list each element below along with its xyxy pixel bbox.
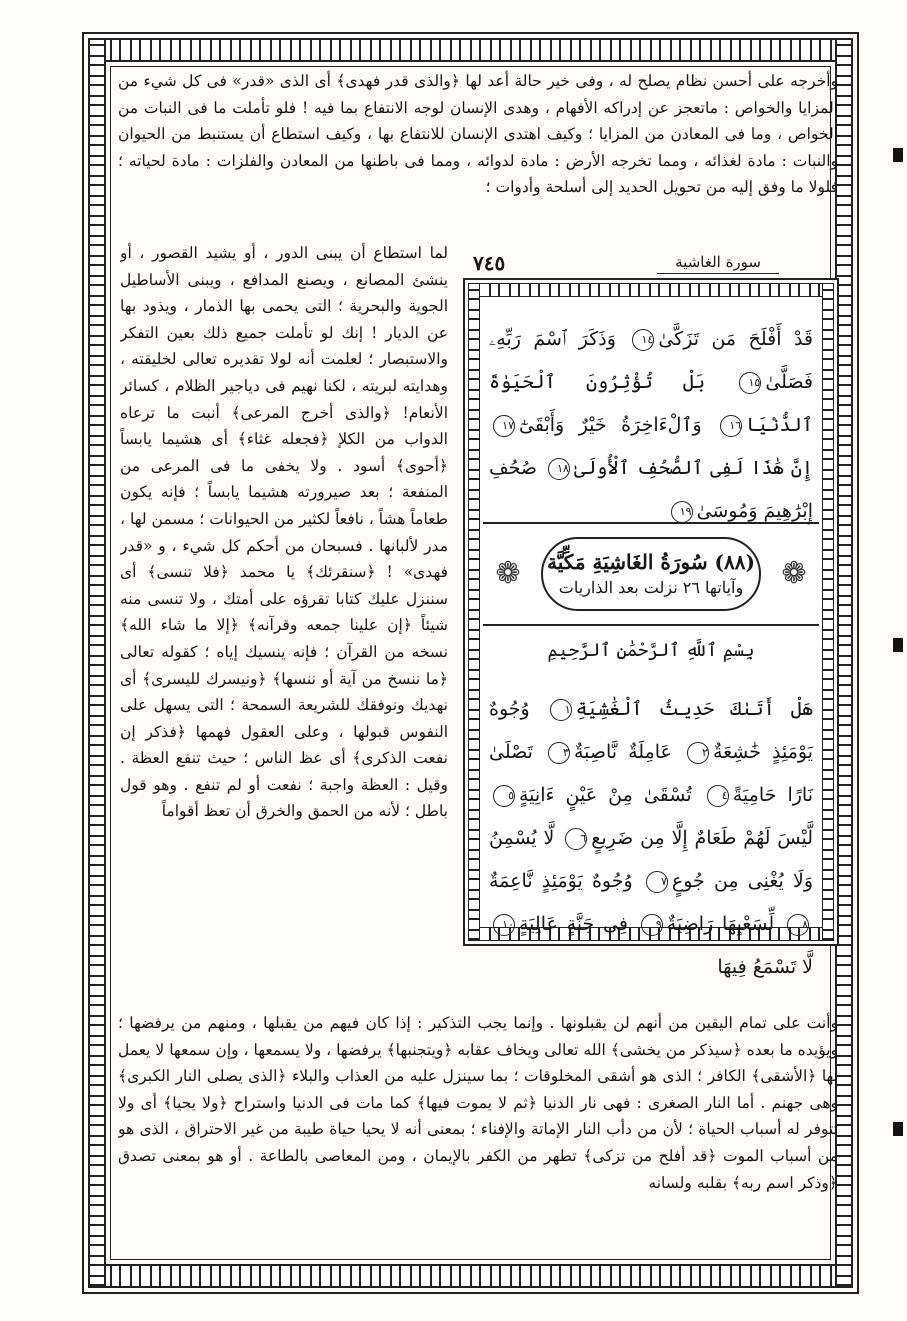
floral-ornament-icon: ❁ [495, 556, 521, 591]
verse: عَامِلَةٌ نَّاصِبَةٌ٣ [544, 741, 672, 763]
box-ornament-right [822, 283, 834, 941]
edge-tab-mark [893, 638, 903, 652]
verse: لِّسَعْيِهَا رَاضِيَةٌ٩ [637, 913, 774, 935]
verse-number: ١٠ [493, 914, 515, 936]
quran-box-header [463, 250, 839, 276]
verse-number: ١٥ [739, 372, 761, 394]
verse: تُسْقَىٰ مِنْ عَيْنٍ ءَانِيَةٍ٥ [489, 784, 692, 806]
verse: وَٱلْءَاخِرَةُ خَيْرٌ وَأَبْقَىٰٓ١٧ [489, 414, 702, 436]
page-number: ٧٤٥ [473, 251, 506, 275]
surah-subtitle: وآياتها ٢٦ نزلت بعد الذاريات [558, 578, 744, 597]
box-ornament-top [468, 283, 834, 297]
border-ornament-left [88, 38, 106, 1288]
surah-cartouche [541, 537, 761, 611]
verse-number: ٨ [787, 914, 809, 936]
verse: بَلْ تُؤْثِرُونَ ٱلْحَيَوٰةَ ٱلدُّنْيَا١٦ [489, 371, 813, 436]
verse: لَّا يُسْمِنُ وَلَا يُغْنِى مِن جُوعٍ٧ [489, 827, 814, 892]
running-surah-title: سورة الغاشية [657, 253, 779, 274]
commentary-top: وأخرجه على أحسن نظام يصلح له ، وفى خير حالة أعد لها ﴿والذى قدر فهدى﴾ أى الذى «قدر» فى كل شيء من المزايا والخواص : ماتعجز عن إدراكه الأفهام ، وهدى الإنسان لوجه الانتفاع بما فيه ! فلو تأملت ما فى النبات من الخواص ، وما فى المعادن من المزايا ؛ وكيف اهتدى الإنسان للانتفاع بها ، وكيف استطاع أن يستنبط من الحيوان والنبات : مادة لغذائه ، ومما تخرجه الأرض : مادة لدوائه ، ومما فى باطنها من المعادن والفلزات : مادة لحياته ؛ فلولا ما وفق إليه من تحويل الحديد إلى أسلحة وأدوات ؛ [118, 72, 838, 197]
edge-tab-mark [893, 1122, 903, 1136]
verse: لَّيْسَ لَهُمْ طَعَامٌ إِلَّا مِن ضَرِيعٍ٦ [561, 827, 813, 849]
verse-number: ٥ [493, 785, 515, 807]
border-ornament-top [88, 38, 853, 62]
verse-number: ١٩ [671, 501, 693, 523]
verse-number: ٤ [707, 785, 729, 807]
verses-previous-surah [489, 318, 813, 533]
verse-number: ١٤ [632, 329, 654, 351]
verse: وُجُوهٌ يَوْمَئِذٍ نَّاعِمَةٌ٨ [489, 870, 813, 935]
commentary-bottom: وأنت على تمام اليقين من أنهم لن يقبلونها . وإنما يجب التذكير : إذا كان فيهم من يقبلها ، ومنهم من يرفضها ؛ ويؤيده ما بعده ﴿سيذكر من يخشى﴾ الله تعالى ويخاف عقابه ﴿ويتجنبها﴾ يرفضها ، ولا يسمعها ، وإن سمعها لا يعمل بها ﴿الأشقى﴾ الكافر ؛ الذى هو أشقى المخلوقات ؛ بما سينزل عليه من العذاب والبلاء ﴿الذى يصلى النار الكبرى﴾ وهى جهنم . أما النار الصغرى : فهى نار الدنيا ﴿ثم لا يموت فيها﴾ كما مات فى الدنيا واستراح ﴿ولا يحيا﴾ أى ولا تتوفر له أسباب الحياة ؛ لأن من دأب النار الإماتة والإفناء ؛ بمعنى أنه لا يحيا حياة طيبة من غير الاحتراق ، الذى هو من أسباب الموت ﴿قد أفلح من تزكى﴾ تطهر من الكفر بالإيمان ، ومن المعاصى بالطاعة . أو هو بمعنى تصدق ﴿وذكر اسم ربه﴾ بقلبه ولسانه [118, 1014, 838, 1192]
basmala: بِسْمِ ٱللَّهِ ٱلرَّحْمَٰنِ ٱلرَّحِيمِ [547, 640, 755, 661]
verse: قَدْ أَفْلَحَ مَن تَزَكَّىٰ١٤ [628, 328, 813, 350]
quran-text-box [463, 278, 839, 978]
verse: وَذَكَرَ ٱسْمَ رَبِّهِۦ فَصَلَّىٰ١٥ [489, 328, 813, 393]
verse: تَصْلَىٰ نَارًا حَامِيَةً٤ [489, 741, 813, 806]
box-ornament-left [468, 283, 480, 941]
verse: لَّا تَسْمَعُ فِيهَا [717, 956, 813, 978]
floral-ornament-icon: ❁ [781, 556, 807, 591]
verse: فِى جَنَّةٍ عَالِيَةٍ١٠ [489, 913, 628, 935]
verse-number: ١ [550, 699, 572, 721]
verse-number: ١٧ [493, 415, 515, 437]
surah-title-banner [483, 522, 819, 626]
verse-number: ٢ [687, 742, 709, 764]
verse: وُجُوهٌ يَوْمَئِذٍ خَٰشِعَةٌ٢ [489, 698, 814, 763]
verse-number: ٦ [565, 828, 587, 850]
verse-number: ٧ [646, 871, 668, 893]
verse: إِنَّ هَٰذَا لَفِى ٱلصُّحُفِ ٱلْأُولَىٰ١٨ [544, 457, 813, 479]
verses-surah-al-ghashiya [489, 688, 813, 989]
edge-tab-mark [893, 148, 903, 162]
verse: هَلْ أَتَىٰكَ حَدِيثُ ٱلْغَٰشِيَةِ١ [546, 698, 813, 720]
verse: صُحُفِ إِبْرَٰهِيمَ وَمُوسَىٰ١٩ [489, 457, 813, 522]
surah-title: (٨٨) سُورَةُ الغَاشِيَةِ مَكِّيَّة [547, 550, 755, 574]
verse-number: ١٦ [720, 415, 742, 437]
verse-number: ٩ [641, 914, 663, 936]
verse-number: ١٨ [548, 458, 570, 480]
border-ornament-bottom [88, 1264, 853, 1288]
verse-number: ٣ [548, 742, 570, 764]
commentary-side: لما استطاع أن يبنى الدور ، أو يشيد القصور ، أو ينشئ المصانع ، ويصنع المدافع ، ويبنى الأساطيل الجوية والبحرية ؛ التى يحمى بها الذمار ، ويذود بها عن الديار ! إنك لو تأملت جميع ذلك بعين التفكر والاستبصار ؛ لعلمت أنه لولا تقديره تعالى لخليقته ، وهدايته لبريته ، لكنا نهيم فى دياجير الظلام ، كسائر الأنعام! ﴿والذى أخرج المرعى﴾ أنبت ما ترعاه الدواب من الكلإ ﴿فجعله غثاء﴾ أى هشيما يابساً ﴿أحوى﴾ أسود . ولا يخفى ما فى المرعى من المنفعة ؛ بعد صيرورته هشيما يابساً ؛ فإنه يكون طعاماً هشاً ، نافعاً لكثير من الحيوانات ؛ مسمن لها ، مدر لألبانها . فسبحان من أحكم كل شيء ، و «قدر فهدى» ! ﴿سنقرئك﴾ يا محمد ﴿فلا تنسى﴾ أى سننزل عليك كتابا تقرؤه على أمتك ، ولا تنسى منه شيئاً ﴿إن علينا جمعه وقرآنه﴾ ﴿إلا ما شاء الله﴾ نسخه من القرآن ؛ فإنه ينسيك إياه ؛ كقوله تعالى ﴿ما ننسخ من آية أو ننسها﴾ ﴿ونيسرك لليسرى﴾ أى نهديك ونوفقك للشريعة السمحة ؛ التى يسهل على النفوس قبولها ، وعلى العقول فهمها ﴿فذكر إن نفعت الذكرى﴾ أى عظ الناس ؛ حيث تنفع العظة . وقيل : العظة واجبة ؛ نفعت أو لم تنفع . وهو قول باطل ؛ لأنه من الحمق والخرق أن تعظ أقواماً [120, 244, 448, 821]
